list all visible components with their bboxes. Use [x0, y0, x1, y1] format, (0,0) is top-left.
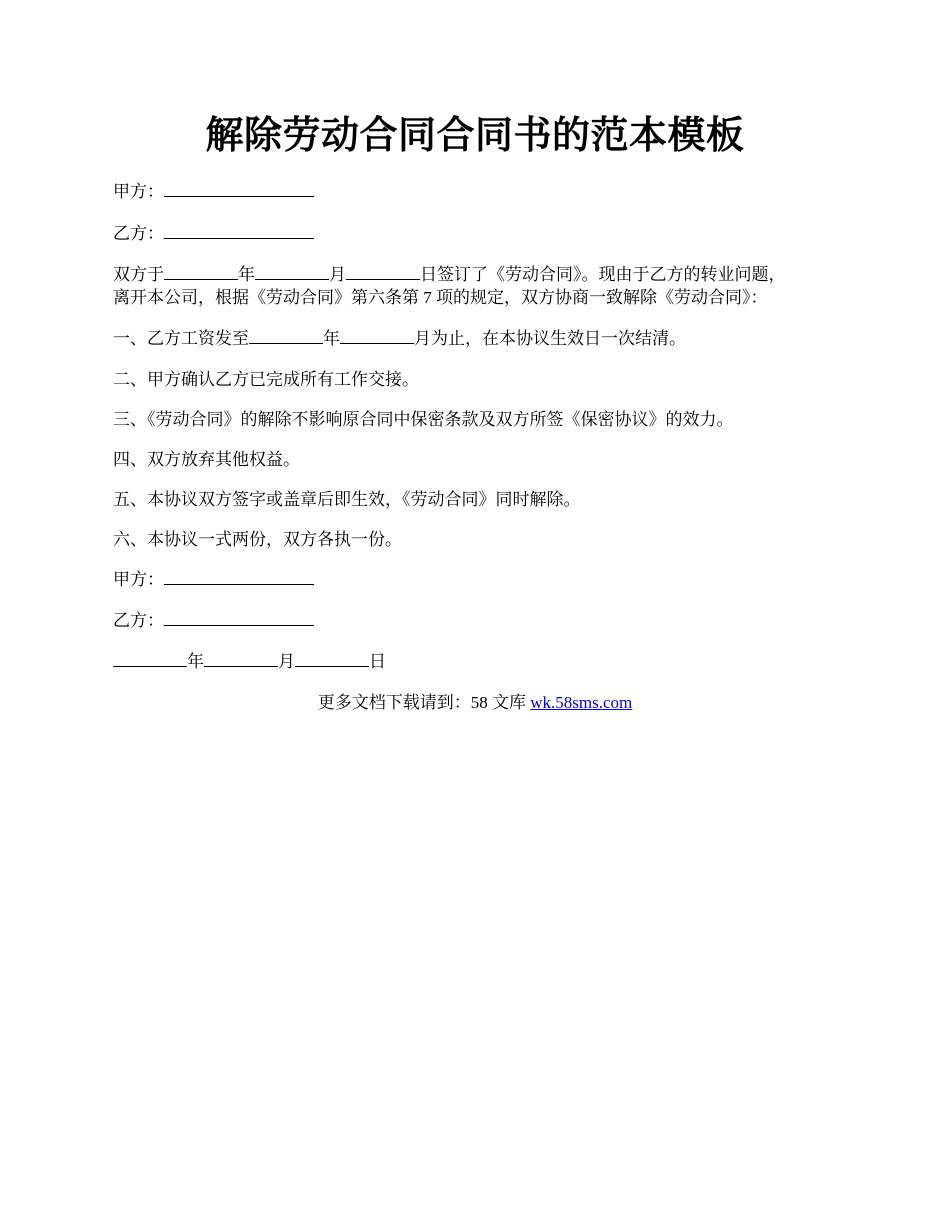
intro-text-2: 年: [238, 265, 255, 284]
clause-1-text-2: 年: [323, 329, 340, 348]
signing-date-line: [113, 650, 843, 673]
clause-4: 四、双方放弃其他权益。: [113, 450, 300, 469]
intro-line-2: 离开本公司，根据《劳动合同》第六条第 7 项的规定，双方协商一致解除《劳动合同》：: [113, 288, 768, 307]
signature-a-label: 甲方：: [113, 570, 164, 589]
date-month-blank: [204, 650, 278, 667]
clause-1-year-blank: [249, 327, 323, 344]
clause-6: 六、本协议一式两份，双方各执一份。: [113, 530, 402, 549]
document-title: 解除劳动合同合同书的范本模板: [205, 115, 745, 157]
signature-b-blank: [164, 609, 314, 626]
date-month-label: 月: [278, 652, 295, 671]
party-a-label: 甲方：: [113, 182, 164, 201]
signature-a-blank: [164, 568, 314, 585]
signature-a-line: [113, 568, 843, 591]
intro-day-blank: [346, 263, 420, 280]
intro-text-3: 月: [329, 265, 346, 284]
party-b-line: [113, 222, 843, 245]
party-b-blank: [164, 222, 314, 239]
clause-1-text-1: 一、乙方工资发至: [113, 329, 249, 348]
clause-1-text-3: 月为止，在本协议生效日一次结清。: [414, 329, 686, 348]
intro-month-blank: [255, 263, 329, 280]
clause-1-month-blank: [340, 327, 414, 344]
clause-2: 二、甲方确认乙方已完成所有工作交接。: [113, 370, 419, 389]
footer-text: 更多文档下载请到：58 文库: [317, 693, 531, 712]
intro-year-blank: [164, 263, 238, 280]
signature-b-label: 乙方：: [113, 611, 164, 630]
date-day-label: 日: [369, 652, 386, 671]
date-year-blank: [113, 650, 187, 667]
party-a-line: [113, 180, 843, 203]
footer-link[interactable]: wk.58sms.com: [530, 693, 633, 712]
clause-1: [113, 327, 843, 350]
date-day-blank: [295, 650, 369, 667]
intro-text-1: 双方于: [113, 265, 164, 284]
signature-b-line: [113, 609, 843, 632]
intro-line-1: [113, 263, 843, 286]
party-b-label: 乙方：: [113, 224, 164, 243]
party-a-blank: [164, 180, 314, 197]
clause-3: 三、《劳动合同》的解除不影响原合同中保密条款及双方所签《保密协议》的效力。: [113, 410, 734, 429]
clause-5: 五、本协议双方签字或盖章后即生效，《劳动合同》同时解除。: [113, 490, 581, 509]
download-footer: [0, 691, 950, 714]
intro-text-4: 日签订了《劳动合同》。现由于乙方的转业问题，: [420, 265, 786, 284]
date-year-label: 年: [187, 652, 204, 671]
